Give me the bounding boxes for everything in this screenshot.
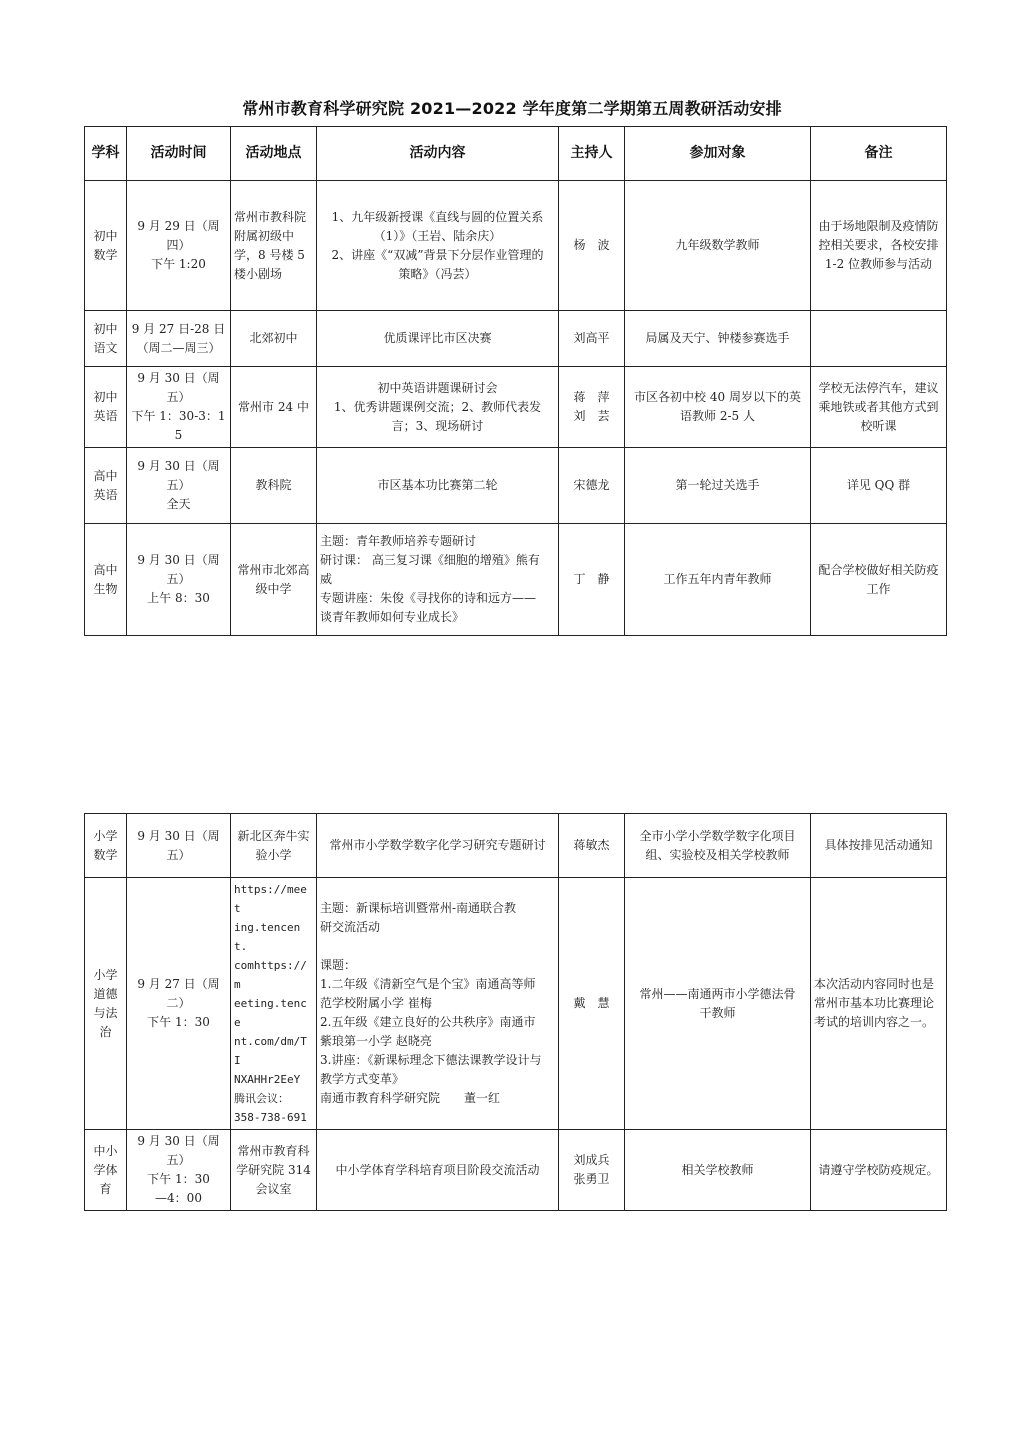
cell-line: 1-2 位教师参与活动 — [824, 257, 933, 271]
cell-line: 腾讯会议： — [234, 1092, 289, 1105]
cell-line: 中小 — [93, 1143, 118, 1158]
cell-line — [814, 329, 943, 348]
cell-line: 考试的培训内容之一。 — [814, 1015, 935, 1029]
cell-line: （1）》（王岩、陆余庆） — [373, 228, 502, 243]
cell-content — [317, 814, 559, 878]
cell-host — [559, 1130, 625, 1211]
cell-time — [127, 367, 231, 448]
cell-line: 级中学 — [255, 581, 292, 596]
cell-line: 工作 — [866, 581, 891, 596]
schedule-table-part-2 — [84, 813, 947, 1211]
cell-place — [231, 524, 317, 636]
cell-line: 紫琅第一小学 赵晓亮 — [320, 1034, 432, 1048]
cell-line: 谈青年教师如何专业成长》 — [320, 610, 465, 624]
cell-line: 课题： — [320, 958, 357, 972]
cell-line: nt.com/dm/TI — [234, 1035, 307, 1067]
cell-line: 言；3、现场研讨 — [391, 418, 484, 433]
cell-line: 小学 — [93, 828, 118, 843]
cell-line: 2.五年级《建立良好的公共秩序》南通市 — [320, 1015, 536, 1029]
cell-notes — [811, 1130, 947, 1211]
cell-subject — [85, 524, 127, 636]
cell-subject — [85, 1130, 127, 1211]
cell-line: 乘地铁或者其他方式到 — [818, 399, 939, 414]
cell-line: 学校无法停汽车，建议 — [818, 380, 939, 395]
cell-line: 相关学校教师 — [681, 1162, 754, 1177]
cell-line: 楼小剧场 — [234, 266, 283, 281]
cell-notes — [811, 311, 947, 367]
table-row — [85, 1130, 947, 1211]
cell-content — [317, 181, 559, 311]
table-row — [85, 181, 947, 311]
cell-line: 1、九年级新授课《直线与圆的位置关系 — [331, 209, 544, 224]
cell-line: 1、优秀讲题课例交流；2、教师代表发 — [333, 399, 542, 414]
cell-host — [559, 448, 625, 524]
cell-line: 下午 1：30 — [147, 1172, 210, 1186]
cell-line: 研讨课： 高三复习课《细胞的增殖》熊有 — [320, 553, 540, 567]
cell-host — [559, 367, 625, 448]
cell-subject — [85, 181, 127, 311]
cell-notes — [811, 448, 947, 524]
cell-line: 刘成兵 — [573, 1153, 610, 1167]
cell-line: 育 — [99, 1181, 112, 1196]
cell-subject — [85, 814, 127, 878]
cell-line: 3.讲座：《新课标理念下德法课教学设计与 — [320, 1053, 542, 1067]
cell-line: 由于场地限制及疫情防 — [818, 219, 939, 233]
cell-line: 9 月 30 日（周五） — [137, 459, 220, 492]
cell-line: 丁 静 — [573, 572, 610, 586]
cell-line: 宋德龙 — [573, 478, 610, 492]
cell-line: 下午 1：30-3：15 — [131, 409, 226, 442]
cell-host — [559, 181, 625, 311]
cell-line: 语教师 2-5 人 — [680, 409, 755, 423]
table-row — [85, 367, 947, 448]
cell-line: 生物 — [93, 581, 118, 596]
header-time: 活动时间 — [127, 127, 231, 181]
cell-line: 常州市教科院 — [234, 209, 307, 224]
cell-line: 初中 — [93, 228, 118, 243]
cell-line: 南通市教育科学研究院 董一红 — [320, 1091, 501, 1105]
cell-line: 控相关要求，各校安排 — [818, 238, 939, 252]
cell-line: 本次活动内容同时也是 — [814, 977, 935, 991]
cell-line: 优质课评比市区决赛 — [383, 331, 492, 345]
cell-host — [559, 878, 625, 1130]
cell-subject — [85, 367, 127, 448]
cell-participants — [625, 878, 811, 1130]
cell-line: 学研究院 314 — [236, 1162, 311, 1177]
cell-line: https://meet — [234, 883, 307, 915]
cell-time — [127, 311, 231, 367]
cell-line: 初中 — [93, 321, 118, 336]
page-title: 常州市教育科学研究院 2021—2022 学年度第二学期第五周教研活动安排 — [242, 99, 782, 118]
cell-line: 语文 — [93, 340, 118, 355]
cell-line: 局属及天宁、钟楼参赛选手 — [645, 331, 790, 345]
cell-line: 道德 — [93, 986, 118, 1001]
cell-line: 9 月 30 日（周五） — [137, 828, 220, 862]
cell-line: 常州市北郊高 — [237, 562, 310, 577]
cell-line: 范学校附属小学 崔梅 — [320, 996, 432, 1010]
cell-host — [559, 814, 625, 878]
cell-line: 研交流活动 — [320, 920, 381, 934]
cell-line: 9 月 30 日（周五） — [137, 371, 220, 404]
cell-line: 9 月 30 日（周五） — [137, 1134, 220, 1167]
cell-line: 常州市基本功比赛理论 — [814, 996, 935, 1010]
cell-line: 蒋 萍 — [573, 390, 610, 404]
cell-line: 1.二年级《清新空气是个宝》南通高等师 — [320, 977, 536, 991]
cell-line: 常州市 24 中 — [238, 399, 309, 414]
cell-content — [317, 524, 559, 636]
header-subject: 学科 — [85, 127, 127, 181]
cell-place — [231, 814, 317, 878]
cell-line: 组、实验校及相关学校教师 — [645, 847, 790, 862]
cell-line: 市区基本功比赛第二轮 — [377, 478, 498, 492]
cell-line: NXAHHr2EeY — [234, 1073, 301, 1086]
cell-line: 详见 QQ 群 — [846, 478, 911, 492]
cell-content — [317, 311, 559, 367]
cell-host — [559, 311, 625, 367]
cell-line: 张勇卫 — [573, 1172, 610, 1186]
cell-line: 初中 — [93, 390, 118, 404]
cell-participants — [625, 311, 811, 367]
cell-line: （周二—周三） — [136, 340, 221, 355]
cell-notes — [811, 814, 947, 878]
cell-time — [127, 181, 231, 311]
cell-time — [127, 448, 231, 524]
cell-line: 新北区奔牛实 — [237, 828, 310, 843]
cell-line: 市区各初中校 40 周岁以下的英 — [634, 390, 801, 404]
cell-line: 具体按排见活动通知 — [824, 838, 933, 852]
cell-line: 验小学 — [255, 847, 292, 862]
cell-notes — [811, 878, 947, 1130]
cell-line: 九年级数学教师 — [675, 238, 760, 252]
cell-line: 初中英语讲题课研讨会 — [377, 380, 498, 395]
cell-line: 刘 芸 — [573, 409, 610, 423]
cell-line: 英语 — [93, 487, 118, 502]
cell-line: 全天 — [166, 497, 191, 511]
cell-line: 9 月 27 日（周二） — [137, 977, 220, 1010]
cell-place — [231, 311, 317, 367]
cell-line: 小学 — [93, 967, 118, 982]
table-row — [85, 524, 947, 636]
header-participants: 参加对象 — [625, 127, 811, 181]
cell-line: 高中 — [93, 562, 118, 577]
cell-notes — [811, 524, 947, 636]
cell-line: 数学 — [93, 847, 118, 862]
cell-line: 主题：青年教师培养专题研讨 — [320, 534, 477, 548]
cell-notes — [811, 367, 947, 448]
header-host: 主持人 — [559, 127, 625, 181]
cell-content — [317, 878, 559, 1130]
cell-line: 9 月 29 日（周四） — [137, 219, 220, 252]
cell-line: 第一轮过关选手 — [675, 478, 760, 492]
cell-notes — [811, 181, 947, 311]
cell-line: 刘高平 — [573, 331, 610, 345]
header-place: 活动地点 — [231, 127, 317, 181]
cell-line: 工作五年内青年教师 — [663, 572, 772, 586]
table-row — [85, 448, 947, 524]
cell-place — [231, 367, 317, 448]
cell-line: 戴 慧 — [573, 996, 610, 1010]
cell-line — [320, 937, 555, 956]
cell-line: 学体 — [93, 1162, 118, 1177]
cell-line: 中小学体育学科培育项目阶段交流活动 — [335, 1162, 540, 1177]
cell-line: 威 — [320, 572, 333, 586]
cell-line: 常州——南通两市小学德法骨 — [639, 986, 796, 1001]
cell-line: 主题：新课标培训暨常州-南通联合教 — [320, 901, 517, 915]
cell-time — [127, 814, 231, 878]
schedule-table-part-1 — [84, 126, 947, 636]
header-notes: 备注 — [811, 127, 947, 181]
cell-time — [127, 1130, 231, 1211]
cell-line: 校听课 — [860, 418, 897, 433]
cell-line: 会议室 — [255, 1181, 292, 1196]
cell-line: ing.tencent. — [234, 921, 301, 953]
header-content: 活动内容 — [317, 127, 559, 181]
cell-line: 教学方式变革》 — [320, 1072, 405, 1086]
cell-line: 与法 — [93, 1005, 118, 1020]
cell-place — [231, 448, 317, 524]
cell-place — [231, 181, 317, 311]
cell-line: 9 月 27 日-28 日 — [131, 321, 226, 336]
cell-line: 配合学校做好相关防疫 — [818, 562, 939, 577]
cell-time — [127, 878, 231, 1130]
cell-line: 2、讲座《“双减”背景下分层作业管理的 — [331, 247, 544, 262]
table-row — [85, 311, 947, 367]
cell-line: 蒋敏杰 — [573, 838, 610, 852]
cell-participants — [625, 448, 811, 524]
cell-participants — [625, 1130, 811, 1211]
cell-line: 学，8 号楼 5 — [234, 247, 305, 262]
cell-line: 治 — [99, 1024, 112, 1039]
cell-time — [127, 524, 231, 636]
cell-participants — [625, 524, 811, 636]
cell-line: 9 月 30 日（周五） — [137, 553, 220, 586]
cell-line: comhttps://m — [234, 959, 307, 991]
cell-line: 高中 — [93, 468, 118, 483]
cell-line: 请遵守学校防疫规定。 — [818, 1162, 939, 1177]
cell-participants — [625, 181, 811, 311]
cell-place — [231, 878, 317, 1130]
cell-content — [317, 1130, 559, 1211]
cell-participants — [625, 814, 811, 878]
cell-subject — [85, 448, 127, 524]
cell-host — [559, 524, 625, 636]
cell-line: 专题讲座：朱俊《寻找你的诗和远方—— — [320, 591, 537, 605]
cell-line: 附属初级中 — [234, 228, 295, 243]
cell-line: 英语 — [93, 409, 118, 423]
cell-line: 358-738-691 — [234, 1111, 307, 1124]
cell-line: —4：00 — [155, 1191, 202, 1205]
table-header-row — [85, 127, 947, 181]
cell-subject — [85, 878, 127, 1130]
cell-line: 策略》（冯芸） — [398, 266, 477, 281]
cell-participants — [625, 367, 811, 448]
cell-place — [231, 1130, 317, 1211]
cell-line: 教科院 — [255, 478, 292, 492]
cell-line: 常州市教育科 — [237, 1143, 310, 1158]
cell-line: 数学 — [93, 247, 118, 262]
cell-line: 常州市小学数学数字化学习研究专题研讨 — [329, 838, 546, 852]
cell-line: 下午 1：30 — [147, 1015, 210, 1029]
cell-line: 干教师 — [699, 1005, 736, 1020]
cell-content — [317, 367, 559, 448]
cell-subject — [85, 311, 127, 367]
cell-line: 杨 波 — [573, 238, 610, 252]
cell-content — [317, 448, 559, 524]
cell-line: 北郊初中 — [249, 331, 298, 345]
cell-line: eeting.tence — [234, 997, 307, 1029]
table-row — [85, 814, 947, 878]
cell-line: 上午 8：30 — [147, 591, 210, 605]
cell-line: 下午 1:20 — [151, 257, 206, 271]
table-row — [85, 878, 947, 1130]
cell-line: 全市小学小学数学数字化项目 — [639, 828, 796, 843]
